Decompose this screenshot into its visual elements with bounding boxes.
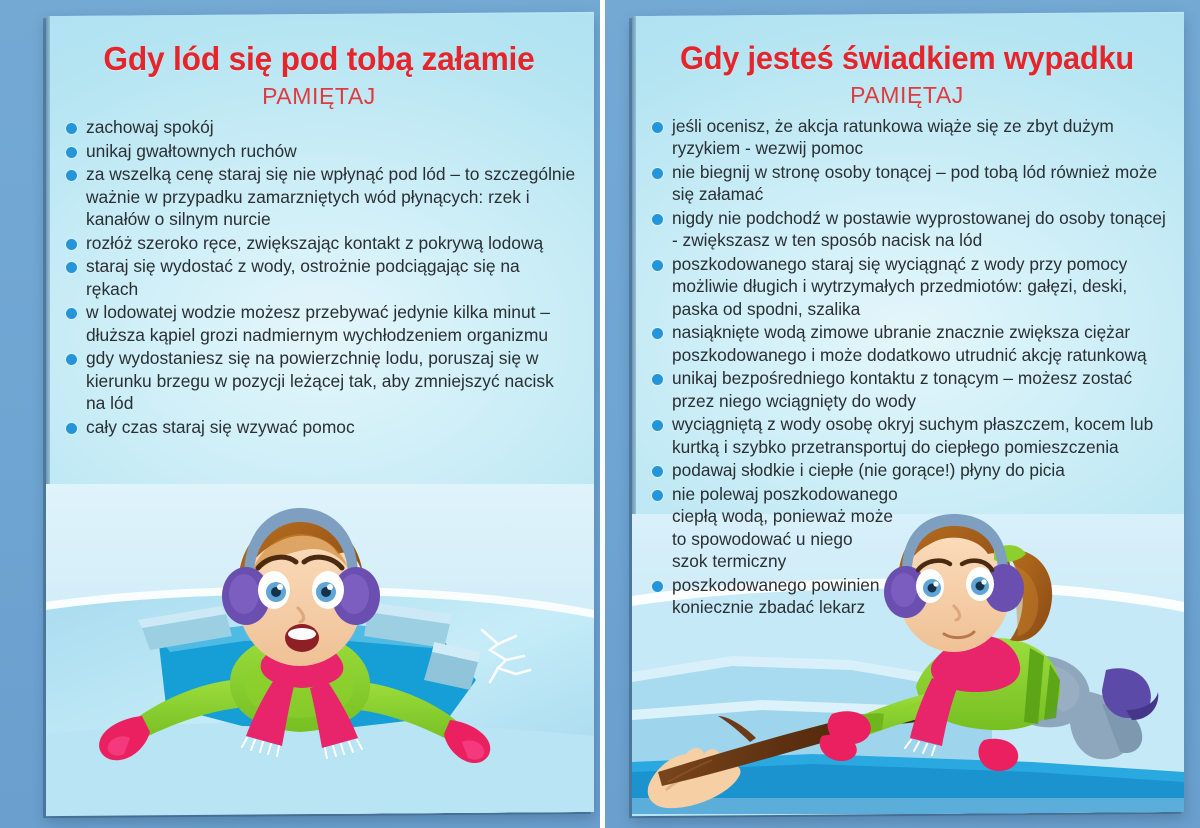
list-item: wyciągniętą z wody osobę okryj suchym płaszczem, kocem lub kurtką i szybko przetransportuj do ciepłego pomieszczenia — [650, 413, 1166, 458]
illustration-child-fallen-through-ice — [46, 484, 594, 814]
list-item: nie biegnij w stronę osoby tonącej – pod tobą lód również może się załamać — [650, 161, 1166, 206]
list-item: za wszelką cenę staraj się nie wpłynąć pod lód – to szczególnie ważnie w przypadku zamarzniętych wód płynących: rzek i kanałów o silnym nurcie — [64, 163, 576, 231]
list-item: podawaj słodkie i ciepłe (nie gorące!) płyny do picia — [650, 459, 1166, 481]
poster-card-right — [632, 12, 1184, 816]
tips-list-left — [60, 116, 578, 438]
list-item: rozłóż szeroko ręce, zwiększając kontakt z pokrywą lodową — [64, 232, 576, 255]
list-item: poszkodowanego staraj się wyciągnąć z wody przy pomocy możliwie długich i wytrzymałych przedmiotów: gałęzi, deski, paska od spodni, szalika — [650, 253, 1166, 320]
list-item: zachowaj spokój — [64, 116, 576, 139]
subtitle-left: PAMIĘTAJ — [262, 82, 376, 109]
list-item: staraj się wydostać z wody, ostrożnie podciągając się na rękach — [64, 255, 576, 300]
list-item: w lodowatej wodzie możesz przebywać jedynie kilka minut – dłuższa kąpiel grozi nadmiernym wychłodzeniem organizmu — [64, 301, 576, 346]
list-item: nasiąknięte wodą zimowe ubranie znacznie zwiększa ciężar poszkodowanego i może dodatkowo utrudnić akcję ratunkową — [650, 321, 1166, 366]
panel-divider — [600, 0, 605, 828]
list-item: cały czas staraj się wzywać pomoc — [64, 416, 576, 439]
page-title-right: Gdy jesteś świadkiem wypadku — [680, 40, 1134, 76]
poster-right-content — [632, 14, 1184, 619]
list-item: nigdy nie podchodź w postawie wyprostowanej do osoby tonącej - zwiększasz w ten sposób nacisk na lód — [650, 207, 1166, 252]
list-item: gdy wydostaniesz się na powierzchnię lodu, poruszaj się w kierunku brzegu w pozycji leżącej tak, aby zmniejszyć nacisk na lód — [64, 347, 576, 415]
subtitle-right: PAMIĘTAJ — [850, 81, 964, 108]
list-item: unikaj gwałtownych ruchów — [64, 140, 576, 163]
poster-left-content — [46, 14, 594, 438]
page-title-left: Gdy lód się pod tobą załamie — [103, 40, 535, 77]
list-item: jeśli ocenisz, że akcja ratunkowa wiąże się ze zbyt dużym ryzykiem - wezwij pomoc — [650, 115, 1166, 160]
poster-card-left — [46, 12, 594, 816]
list-item: poszkodowanego powinien koniecznie zbadać lekarz — [650, 574, 1166, 619]
tips-list-right — [646, 115, 1168, 619]
list-item: nie polewaj poszkodowanego ciepłą wodą, ponieważ może to spowodować u niego szok termiczny — [650, 483, 1166, 573]
list-item: unikaj bezpośredniego kontaktu z tonącym – możesz zostać przez niego wciągnięty do wody — [650, 367, 1166, 412]
